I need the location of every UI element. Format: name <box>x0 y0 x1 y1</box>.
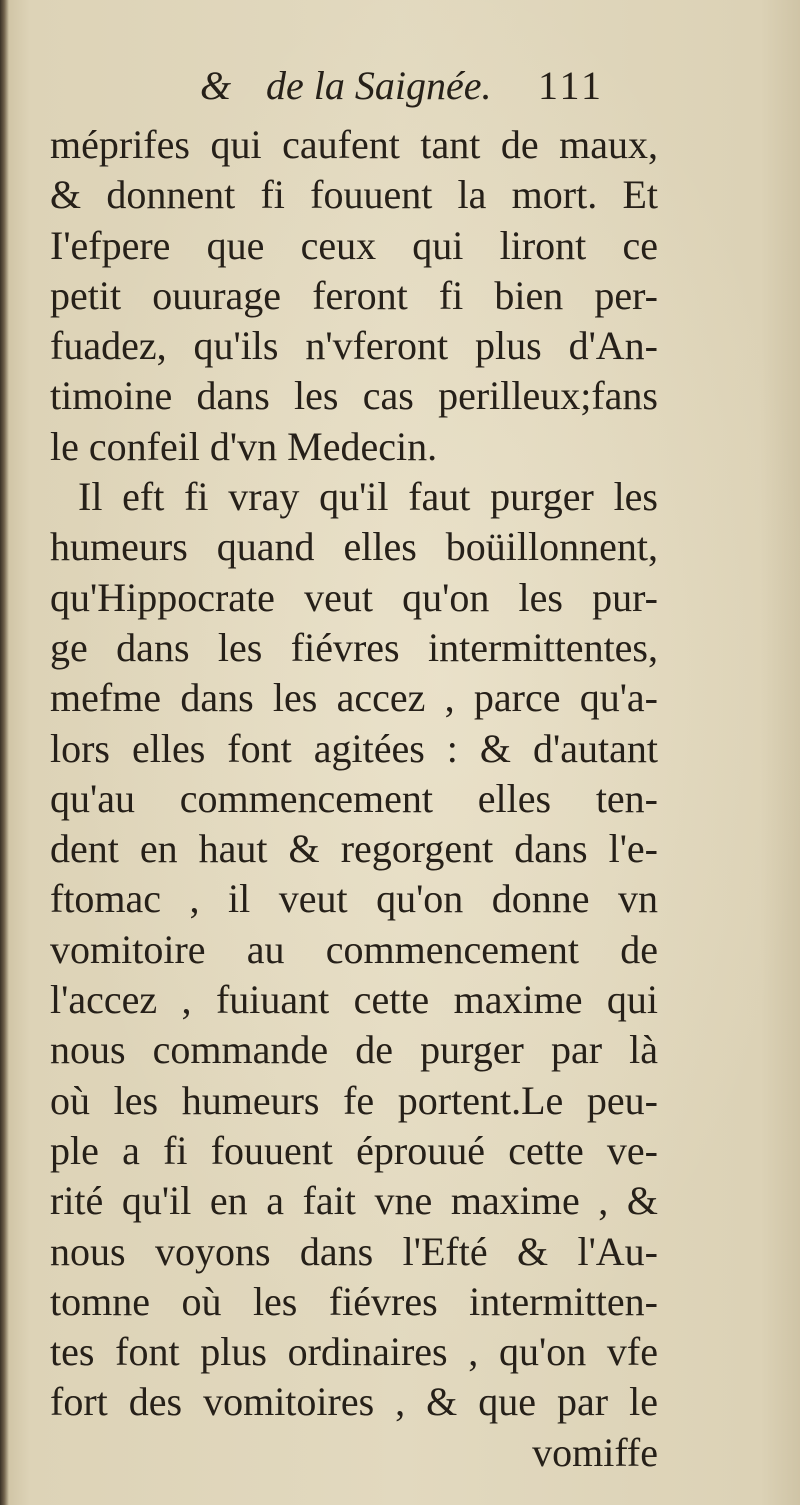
text-line: petit ouurage feront fi bien per- <box>50 272 658 318</box>
page-gutter-shadow <box>0 0 9 1505</box>
text-line: fort des vomitoires , & que par le <box>50 1379 658 1425</box>
text-line: ple a fi fouuent éprouué cette ve- <box>50 1127 658 1173</box>
text-line: nous commande de purger par là <box>50 1027 658 1073</box>
text-line: fuadez, qu'ils n'vferont plus d'An- <box>50 323 658 369</box>
text-line: dent en haut & regorgent dans l'e- <box>50 826 658 872</box>
text-line: rité qu'il en a fait vne maxime , & <box>50 1178 658 1224</box>
running-header <box>200 62 660 112</box>
text-line: ftomac , il veut qu'on donne vn <box>50 876 658 922</box>
text-line: lors elles font agitées : & d'autant <box>50 725 658 771</box>
text-line: vomitoire au commencement de <box>50 926 658 972</box>
text-line: & donnent fi fouuent la mort. Et <box>50 172 658 218</box>
text-line: nous voyons dans l'Efté & l'Au- <box>50 1228 658 1274</box>
text-line: ge dans les fiévres intermittentes, <box>50 624 658 670</box>
text-line: où les humeurs fe portent.Le peu- <box>50 1077 658 1123</box>
text-line: méprifes qui caufent tant de maux, <box>50 122 658 167</box>
catchword: vomiffe <box>532 1429 658 1475</box>
text-line: mefme dans les accez , parce qu'a- <box>50 675 658 721</box>
text-line: I'efpere que ceux qui liront ce <box>50 222 658 268</box>
running-title: de la Saignée. <box>266 63 492 108</box>
text-line: tes font plus ordinaires , qu'on vfe <box>50 1329 658 1375</box>
text-line: timoine dans les cas perilleux;fans <box>50 373 658 419</box>
text-line: Il eft fi vray qu'il faut purger les <box>78 474 658 520</box>
text-line: le confeil d'vn Medecin. <box>50 423 438 469</box>
text-line: qu'au commencement elles ten- <box>50 775 658 821</box>
text-line: tomne où les fiévres intermitten- <box>50 1278 658 1324</box>
text-line: l'accez , fuiuant cette maxime qui <box>50 977 658 1023</box>
text-line: qu'Hippocrate veut qu'on les pur- <box>50 574 658 620</box>
body-text <box>50 120 658 1478</box>
page-number: 111 <box>538 63 605 108</box>
text-line: humeurs quand elles boüillonnent, <box>50 524 658 570</box>
header-ampersand: & <box>200 63 232 108</box>
